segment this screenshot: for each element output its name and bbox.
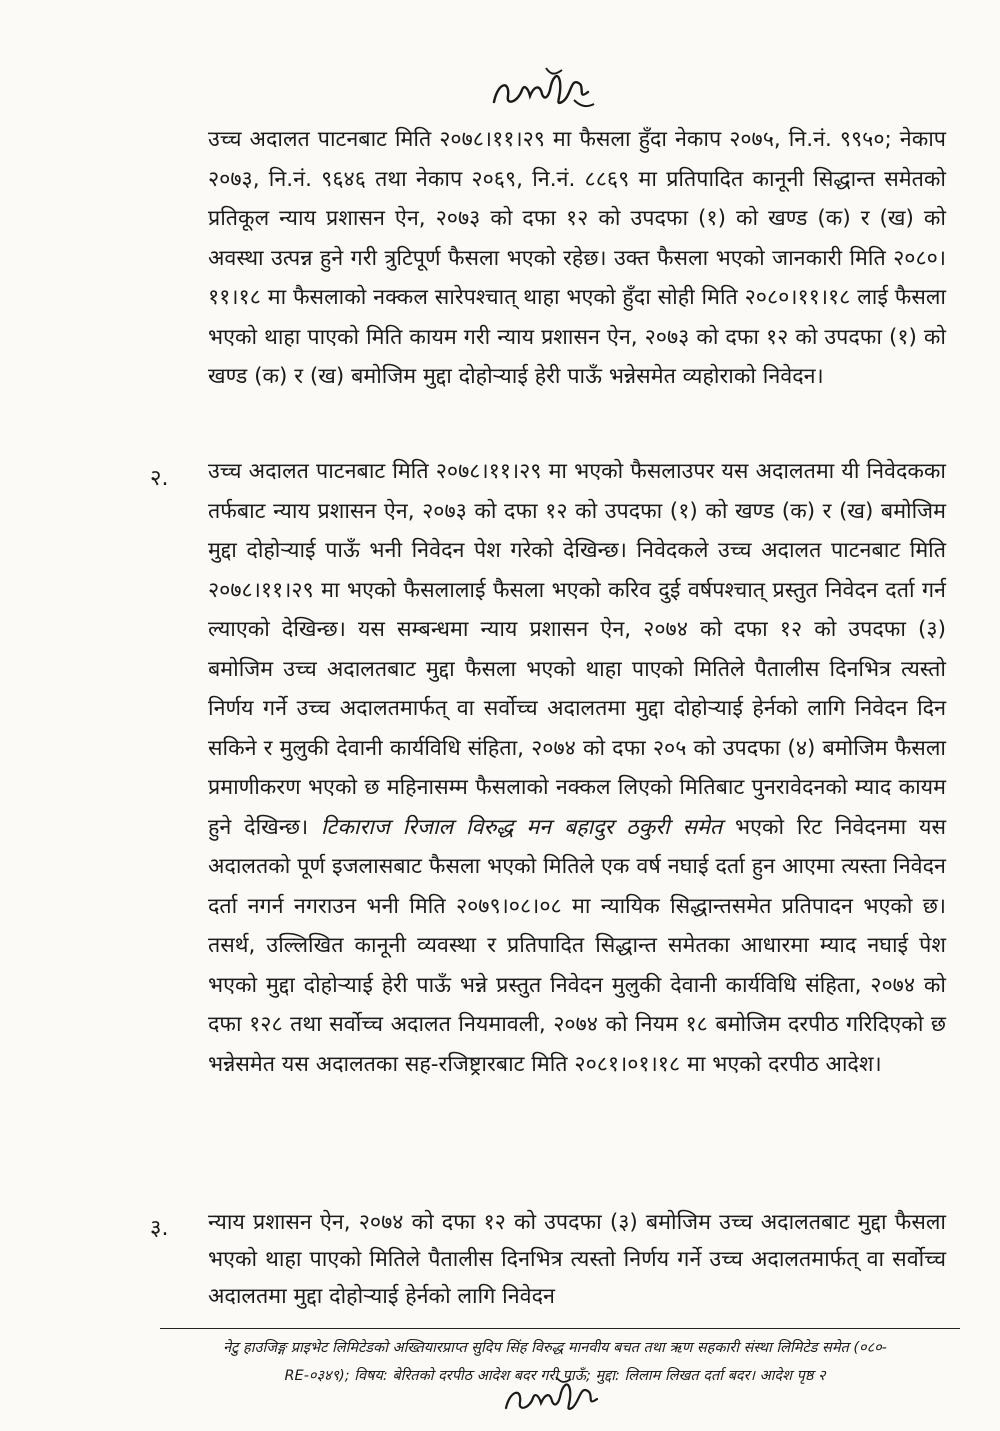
paragraph-3: न्याय प्रशासन ऐन, २०७४ को दफा १२ को उपदफा (३) बमोजिम उच्च अदालतबाट मुद्दा फैसला भएको थाहा पाएको मितिले पैतालीस दिनभित्र त्यस्तो निर्णय गर्ने उच्च अदालतमार्फत् वा सर्वोच्च अदालतमा मुद्दा दोहोऱ्याई हेर्नको लागि निवेदन [208, 1210, 946, 1309]
paragraph-continued: उच्च अदालत पाटनबाट मिति २०७८।११।२९ मा फैसला हुँदा नेकाप २०७५, नि.नं. ९९५०; नेकाप २०७३, नि.नं. ९६४६ तथा नेकाप २०६९, नि.नं. ८८६९ मा प्रतिपादित कानूनी सिद्धान्त समेतको प्रतिकूल न्याय प्रशासन ऐन, २०७३ को दफा १२ को उपदफा (१) को खण्ड (क) र (ख) को अवस्था उत्पन्न हुने गरी त्रुटिपूर्ण फैसला भएको रहेछ। उक्त फैसला भएको जानकारी मिति २०८०।११।१८ मा फैसलाको नक्कल सारेपश्चात् थाहा भएको हुँदा सोही मिति २०८०।११।१८ लाई फैसला भएको थाहा पाएको मिति कायम गरी न्याय प्रशासन ऐन, २०७३ को दफा १२ को उपदफा (१) को खण्ड (क) र (ख) बमोजिम मुद्दा दोहोऱ्याई हेरी पाऊँ भन्नेसमेत व्यहोराको निवेदन। [208, 127, 946, 389]
signature-bottom [502, 1372, 602, 1420]
signature-top [488, 62, 598, 116]
paragraph-2-text-a: उच्च अदालत पाटनबाट मिति २०७८।११।२९ मा भएको फैसलाउपर यस अदालतमा यी निवेदकका तर्फबाट न्याय प्रशासन ऐन, २०७३ को दफा १२ को उपदफा (१) को खण्ड (क) र (ख) बमोजिम मुद्दा दोहोऱ्याई पाऊँ भनी निवेदन पेश गरेको देखिन्छ। निवेदकले उच्च अदालत पाटनबाट मिति २०७८।११।२९ मा भएको फैसलालाई फैसला भएको करिव दुई वर्षपश्चात् प्रस्तुत निवेदन दर्ता गर्न ल्याएको देखिन्छ। यस सम्बन्धमा न्याय प्रशासन ऐन, २०७४ को दफा १२ को उपदफा (३) बमोजिम उच्च अदालतबाट मुद्दा फैसला भएको थाहा पाएको मितिले पैतालीस दिनभित्र त्यस्तो निर्णय गर्ने उच्च अदालतमार्फत् वा सर्वोच्च अदालतमा मुद्दा दोहोऱ्याई हेर्नको लागि निवेदन दिन सकिने र मुलुकी देवानी कार्यविधि संहिता, २०७४ को दफा २०५ को उपदफा (४) बमोजिम फैसला प्रमाणीकरण भएको छ महिनासम्म फैसलाको नक्कल लिएको मितिबाट पुनरावेदनको म्याद कायम हुने देखिन्छ। [208, 459, 946, 840]
paragraph-2 [208, 452, 946, 1084]
case-citation: टिकाराज रिजाल विरुद्ध मन बहादुर ठकुरी समेत [320, 814, 723, 840]
footer-line-2: RE-०३४९); विषय: बेरितको दरपीठ आदेश बदर गरी पाऊँ; मुद्दा: लिलाम लिखत दर्ता बदर। आदेश पृष्ठ २ [284, 1368, 826, 1384]
footer-divider [160, 1328, 960, 1329]
paragraph-2-text-b: भएको रिट निवेदनमा यस अदालतको पूर्ण इजलासबाट फैसला भएको मितिले एक वर्ष नघाई दर्ता हुन आएमा त्यस्ता निवेदन दर्ता नगर्न नगराउन भनी मिति २०७९।०८।०८ मा न्यायिक सिद्धान्तसमेत प्रतिपादन भएको छ। तसर्थ, उल्लिखित कानूनी व्यवस्था र प्रतिपादित सिद्धान्त समेतका आधारमा म्याद नघाई पेश भएको मुद्दा दोहोऱ्याई हेरी पाऊँ भन्ने प्रस्तुत निवेदन मुलुकी देवानी कार्यविधि संहिता, २०७४ को दफा १२८ तथा सर्वोच्च अदालत नियमावली, २०७४ को नियम १८ बमोजिम दरपीठ गरिदिएको छ भन्नेसमेत यस अदालतका सह-रजिष्ट्रारबाट मिति २०८१।०१।१८ मा भएको दरपीठ आदेश। [208, 814, 946, 1077]
paragraph-number-3: ३. [150, 1216, 169, 1241]
paragraph-number-2: २. [150, 466, 169, 491]
footer-line-1: नेटु हाउजिङ्ग प्राइभेट लिमिटेडको अख्तियारप्राप्त सुदिप सिंह विरुद्ध मानवीय बचत तथा ऋण सहकारी संस्था लिमिटेड समेत (०८०- [223, 1340, 887, 1356]
